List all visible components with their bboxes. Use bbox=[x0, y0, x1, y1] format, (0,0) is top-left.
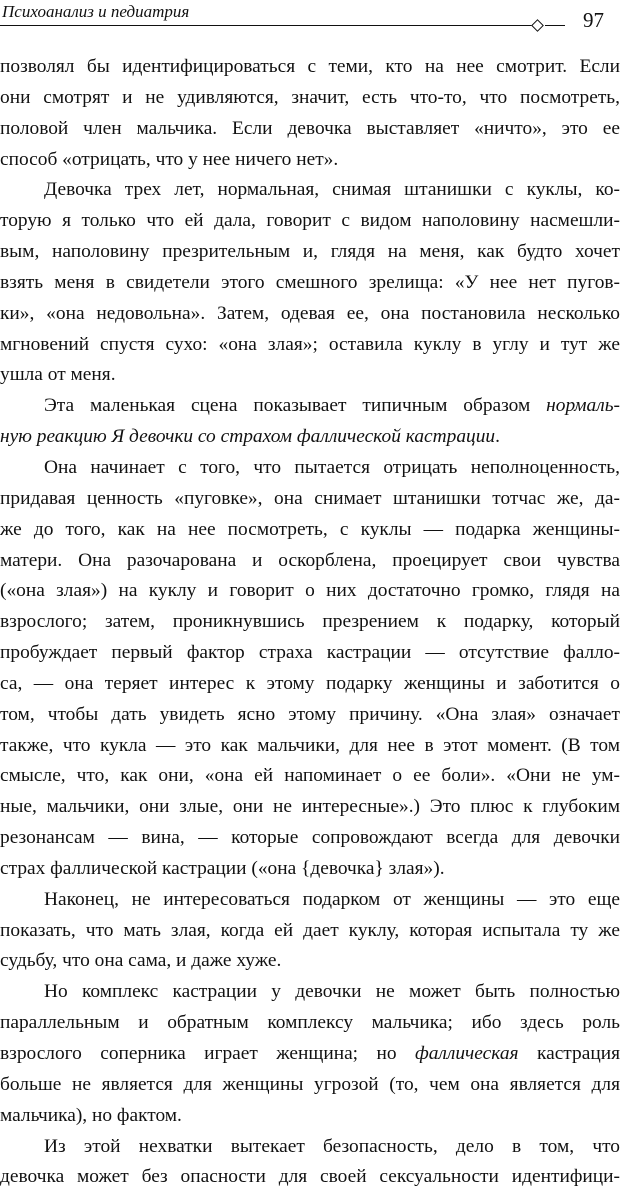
text-line bbox=[0, 360, 620, 391]
italic-text: нормаль- bbox=[546, 395, 620, 417]
text-line bbox=[0, 175, 620, 206]
text-line bbox=[0, 422, 620, 453]
header-rule-tail bbox=[545, 25, 565, 26]
paragraph bbox=[0, 977, 620, 1131]
text-line bbox=[0, 484, 620, 515]
text-line bbox=[0, 854, 620, 885]
text-line bbox=[0, 946, 620, 977]
text-segment: мальчика), но фактом. bbox=[0, 1104, 182, 1126]
text-line bbox=[0, 638, 620, 669]
text-line bbox=[0, 885, 620, 916]
paragraph bbox=[0, 1132, 620, 1193]
text-segment: же до того, как на нее посмотреть, с куклы — подарка женщины- bbox=[0, 518, 620, 540]
text-line bbox=[0, 792, 620, 823]
text-segment: позволял бы идентифицироваться с теми, кто на нее смотрит. Если bbox=[0, 56, 620, 77]
body-text bbox=[0, 52, 620, 1193]
text-segment: . bbox=[495, 426, 500, 448]
text-segment: также, что кукла — это как мальчики, для нее в этот момент. (В том bbox=[0, 734, 620, 756]
text-segment: больше не является для женщины угрозой (то, чем она является для bbox=[0, 1073, 620, 1095]
text-line bbox=[0, 1070, 620, 1101]
text-segment: кастрация bbox=[518, 1043, 620, 1064]
text-line bbox=[0, 83, 620, 114]
text-segment: вым, наполовину презрительным и, глядя на меня, как будто хочет bbox=[0, 241, 620, 263]
text-segment: мгновений спустя сухо: «она злая»; оставила куклу в углу и тут же bbox=[0, 333, 620, 355]
text-segment: том, чтобы дать увидеть ясно этому причину. «Она злая» означает bbox=[0, 703, 620, 725]
text-segment: взрослого; затем, проникнувшись презрением к подарку, который bbox=[0, 611, 620, 633]
text-segment: Девочка трех лет, нормальная, снимая штанишки с куклы, ко- bbox=[44, 179, 620, 201]
text-line bbox=[0, 977, 620, 1008]
text-line bbox=[0, 916, 620, 947]
text-line bbox=[0, 1101, 620, 1132]
text-line bbox=[0, 546, 620, 577]
text-line bbox=[0, 114, 620, 145]
text-line bbox=[0, 700, 620, 731]
text-segment: Эта маленькая сцена показывает типичным образом bbox=[44, 395, 547, 417]
text-segment: показать, что мать злая, когда ей дает куклу, которая испытала ту же bbox=[0, 919, 620, 941]
text-segment: судьбу, что она сама, и даже хуже. bbox=[0, 950, 282, 972]
text-segment: придавая ценность «пуговке», она снимает штанишки тотчас же, да- bbox=[0, 487, 620, 509]
text-segment: са, — она теряет интерес к этому подарку женщины и заботится о bbox=[0, 672, 620, 694]
paragraph bbox=[0, 52, 620, 175]
text-segment: способ «отрицать, что у нее ничего нет». bbox=[0, 148, 339, 170]
text-segment: матери. Она разочарована и оскорблена, проецирует свои чувства bbox=[0, 549, 620, 571]
text-segment: пробуждает первый фактор страха кастрации — отсутствие фалло- bbox=[0, 642, 620, 664]
text-segment: они смотрят и не удивляются, значит, есть что-то, что посмотреть, bbox=[0, 86, 620, 108]
text-segment: ки», «она недовольна». Затем, одевая ее, она постановила несколько bbox=[0, 302, 620, 324]
text-line bbox=[0, 237, 620, 268]
text-line bbox=[0, 299, 620, 330]
paragraph bbox=[0, 175, 620, 391]
text-segment: ные, мальчики, они злые, они не интересные».) Это плюс к глубоким bbox=[0, 796, 620, 818]
text-line bbox=[0, 823, 620, 854]
text-line bbox=[0, 669, 620, 700]
italic-text: фаллическая bbox=[414, 1043, 519, 1064]
text-line bbox=[0, 391, 620, 422]
text-segment: торую я только что ей дала, говорит с видом наполовину насмешли- bbox=[0, 210, 620, 232]
text-line bbox=[0, 145, 620, 176]
text-segment: взять меня в свидетели этого смешного зрелища: «У нее нет пугов- bbox=[0, 271, 620, 293]
text-line bbox=[0, 515, 620, 546]
text-segment: девочка может без опасности для своей сексуальности идентифици- bbox=[0, 1166, 620, 1188]
text-segment: параллельным и обратным комплексу мальчика; ибо здесь роль bbox=[0, 1012, 620, 1034]
text-line bbox=[0, 607, 620, 638]
text-segment: («она злая») на куклу и говорит о них достаточно громко, глядя на bbox=[0, 580, 620, 602]
diamond-ornament-icon bbox=[531, 19, 544, 32]
header-rule bbox=[0, 25, 534, 26]
text-segment: половой член мальчика. Если девочка выставляет «ничто», это ее bbox=[0, 117, 620, 139]
text-segment: ушла от меня. bbox=[0, 364, 116, 386]
text-line bbox=[0, 206, 620, 237]
text-line bbox=[0, 761, 620, 792]
text-line bbox=[0, 1008, 620, 1039]
text-segment: Наконец, не интересоваться подарком от женщины — это еще bbox=[44, 888, 620, 910]
page-number: 97 bbox=[583, 8, 604, 32]
text-line bbox=[0, 268, 620, 299]
paragraph bbox=[0, 885, 620, 978]
paragraph bbox=[0, 453, 620, 885]
text-segment: Она начинает с того, что пытается отрицать неполноценность, bbox=[44, 456, 620, 478]
paragraph bbox=[0, 391, 620, 453]
text-line bbox=[0, 1132, 620, 1163]
text-line bbox=[0, 330, 620, 361]
text-line bbox=[0, 576, 620, 607]
text-line bbox=[0, 453, 620, 484]
running-header bbox=[0, 2, 620, 42]
text-segment: взрослого соперника играет женщина; но bbox=[0, 1043, 415, 1064]
text-segment: смысле, что, как они, «она ей напоминает о ее боли». «Они не ум- bbox=[0, 765, 620, 787]
text-line bbox=[0, 1039, 620, 1070]
italic-text: ную реакцию Я девочки со страхом фаллической кастрации bbox=[0, 426, 496, 448]
text-segment: страх фаллической кастрации («она {девочка} злая»). bbox=[0, 857, 445, 879]
running-header-title: Психоанализ и педиатрия bbox=[2, 2, 190, 21]
text-line bbox=[0, 731, 620, 762]
text-segment: резонансам — вина, — которые сопровождают всегда для девочки bbox=[0, 827, 620, 849]
text-segment: Но комплекс кастрации у девочки не может быть полностью bbox=[44, 981, 620, 1003]
text-line bbox=[0, 1162, 620, 1193]
text-segment: Из этой нехватки вытекает безопасность, дело в том, что bbox=[44, 1135, 620, 1157]
text-line bbox=[0, 52, 620, 83]
